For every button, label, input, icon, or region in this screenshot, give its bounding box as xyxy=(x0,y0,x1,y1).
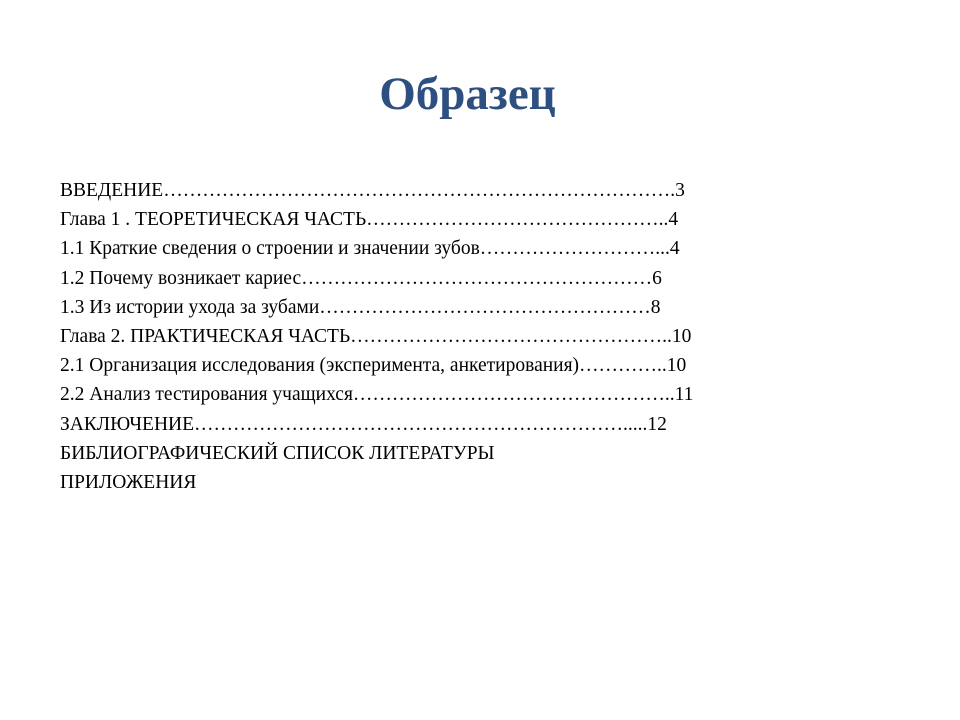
toc-entry-2-2: 2.2 Анализ тестирования учащихся…………………………………………..11 xyxy=(60,384,694,406)
toc-entry-1-1: 1.1 Краткие сведения о строении и значении зубов………………………...4 xyxy=(60,238,680,260)
toc-entry-1-2: 1.2 Почему возникает кариес………………………………………………6 xyxy=(60,267,662,289)
toc-entry-chapter-2: Глава 2. ПРАКТИЧЕСКАЯ ЧАСТЬ…………………………………………..10 xyxy=(60,326,692,348)
slide-title: Образец xyxy=(379,68,556,120)
toc-entry-conclusion: ЗАКЛЮЧЕНИЕ………………………………………………………….....12 xyxy=(60,413,667,435)
toc-entry-bibliography: БИБЛИОГРАФИЧЕСКИЙ СПИСОК ЛИТЕРАТУРЫ xyxy=(60,442,495,464)
toc-entry-2-1: 2.1 Организация исследования (эксперимента, анкетирования)…………..10 xyxy=(60,355,687,377)
toc-entry-introduction: ВВЕДЕНИЕ…………………………………………………………………….3 xyxy=(60,180,685,201)
toc-entry-chapter-1: Глава 1 . ТЕОРЕТИЧЕСКАЯ ЧАСТЬ………………………………………..4 xyxy=(60,209,679,231)
toc-entry-1-3: 1.3 Из истории ухода за зубами……………………………………………8 xyxy=(60,296,661,318)
toc-entry-appendices: ПРИЛОЖЕНИЯ xyxy=(60,472,197,494)
table-of-contents xyxy=(60,176,920,497)
